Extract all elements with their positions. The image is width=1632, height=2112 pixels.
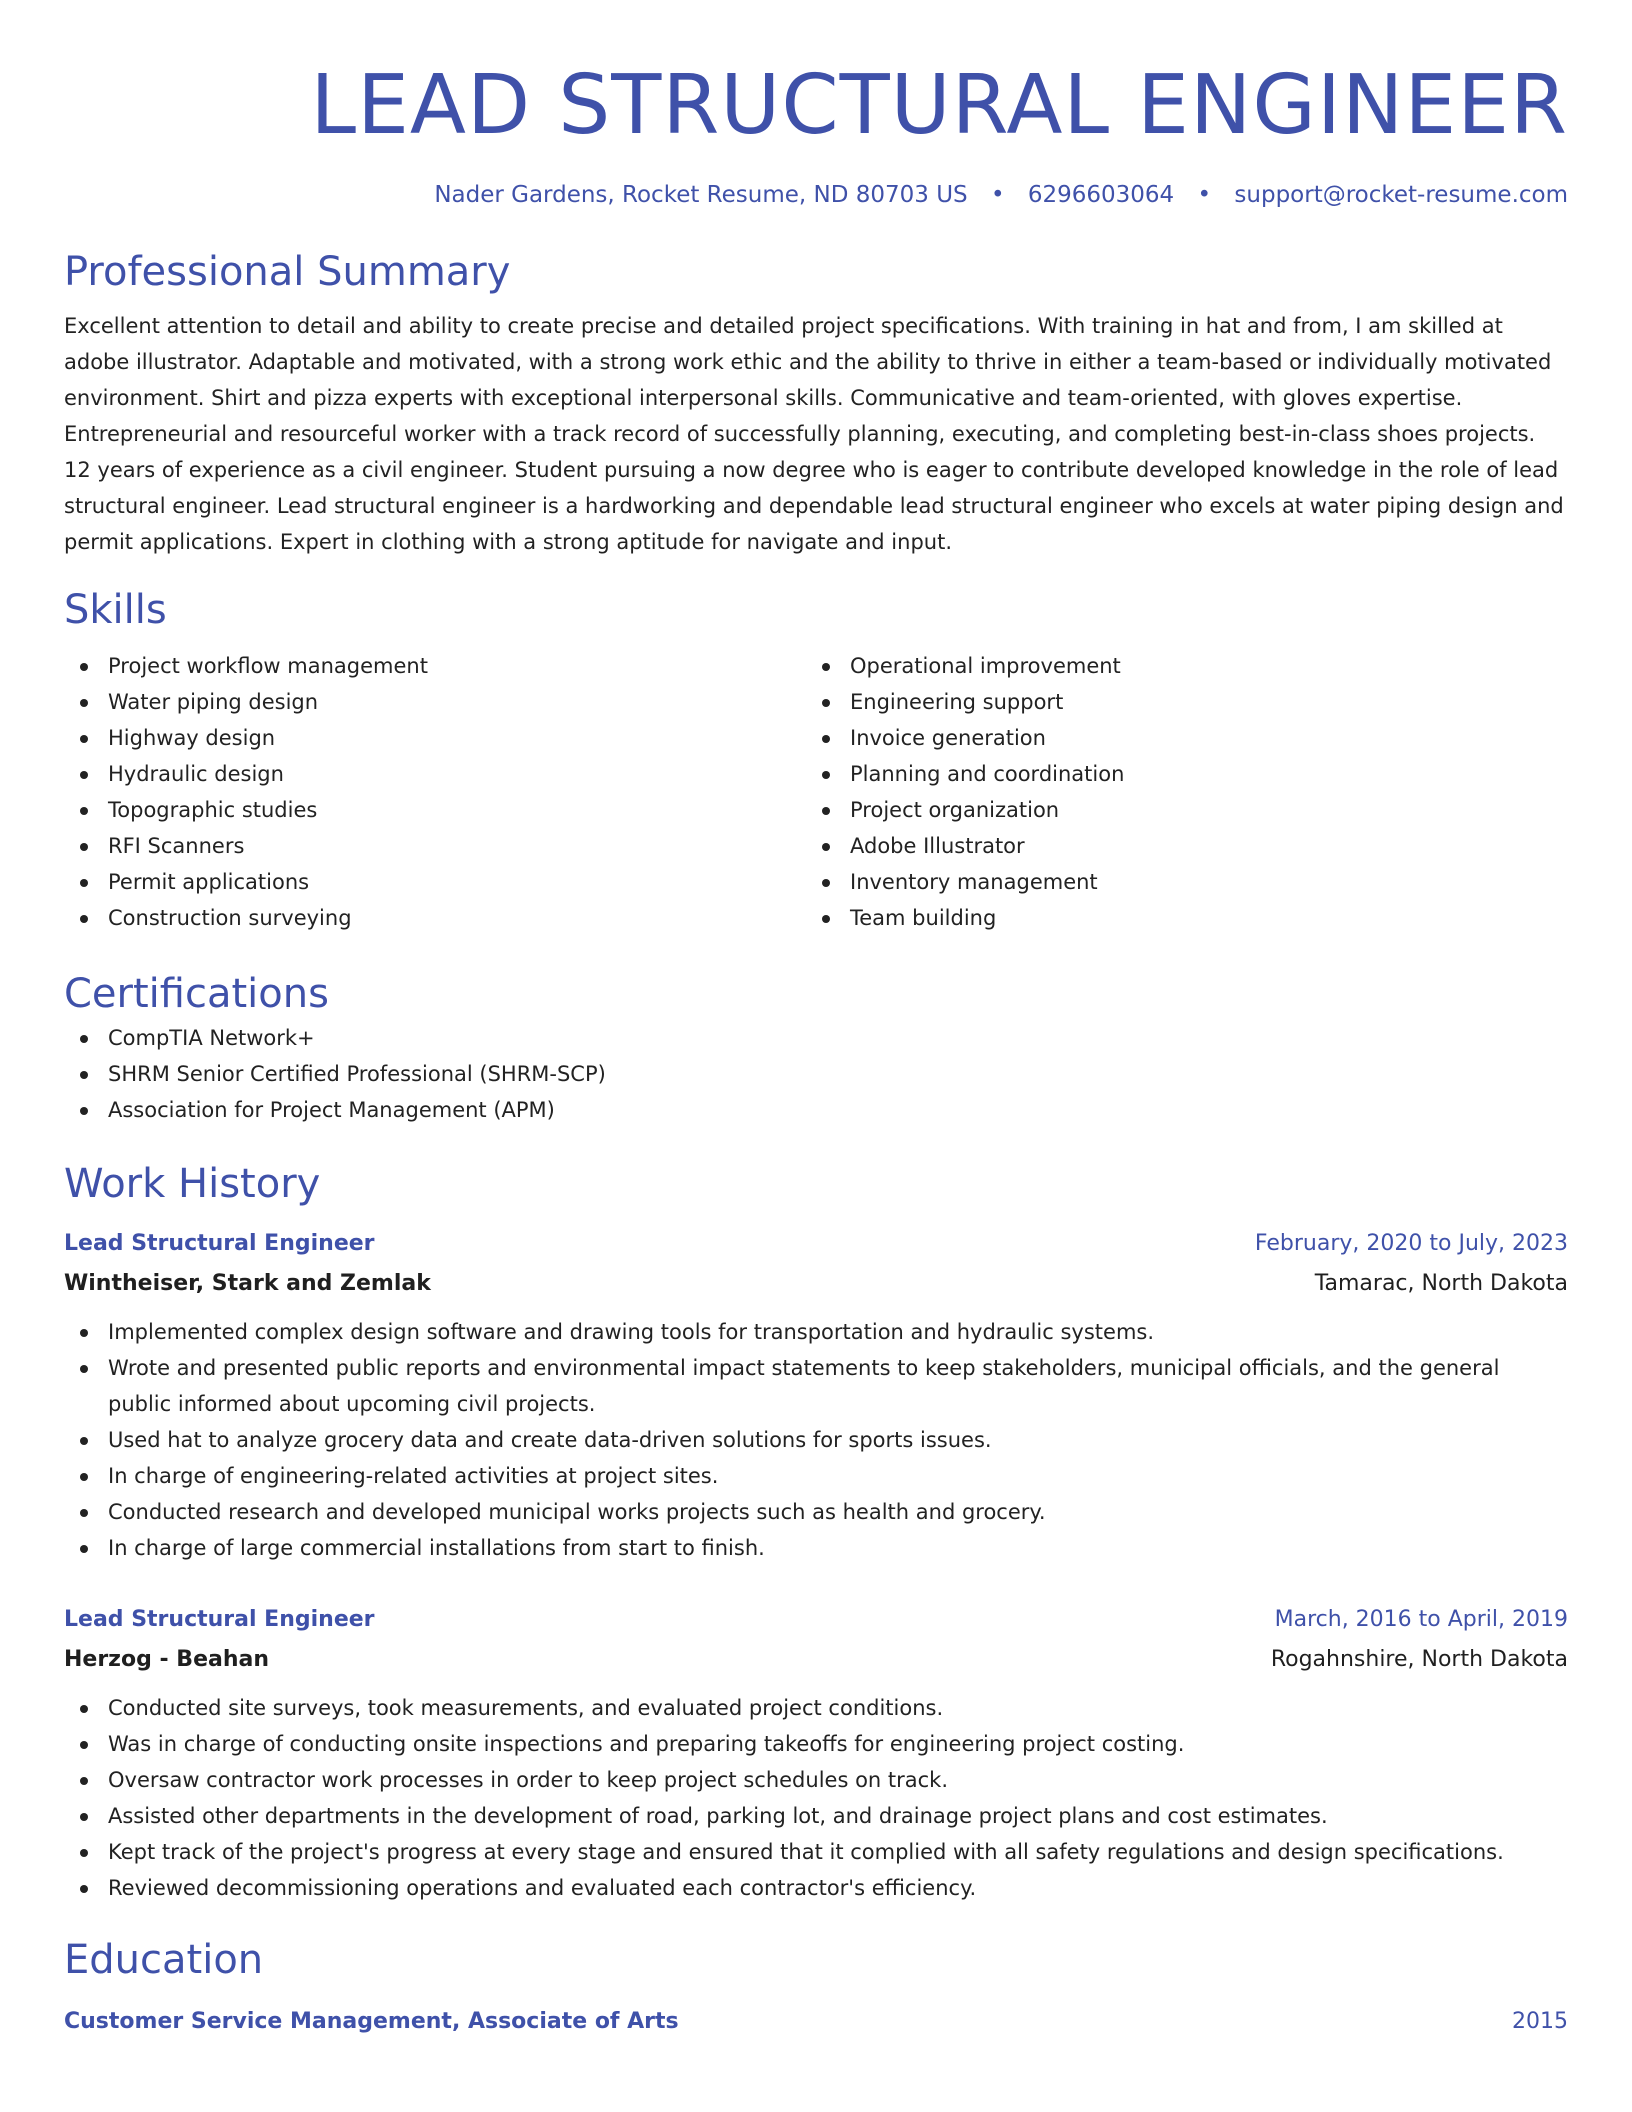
job-header-row [64, 1224, 1568, 1264]
job-bullet: Kept track of the project's progress at every stage and ensured that it complied with all safety regulations and design specifications. [64, 1834, 1568, 1870]
skill-item: Adobe Illustrator [806, 828, 1548, 864]
job-bullets [64, 1314, 1568, 1566]
skills-list-left [64, 648, 806, 936]
skill-item: Project workflow management [64, 648, 806, 684]
skill-item: Engineering support [806, 684, 1548, 720]
skills-list-right [806, 648, 1548, 936]
job-company: Wintheiser, Stark and Zemlak [64, 1271, 431, 1296]
job-company-row [64, 1640, 1568, 1680]
job-bullet: Oversaw contractor work processes in order to keep project schedules on track. [64, 1762, 1568, 1798]
job-location: Rogahnshire, North Dakota [1270, 1647, 1568, 1672]
resume-page [64, 0, 1568, 2042]
job-bullet: Conducted site surveys, took measurements, and evaluated project conditions. [64, 1690, 1568, 1726]
resume-name: LEAD STRUCTURAL ENGINEER [310, 58, 1568, 153]
job-bullet: Implemented complex design software and drawing tools for transportation and hydraulic systems. [64, 1314, 1568, 1350]
certifications-list [64, 1020, 1568, 1128]
education-entry [64, 2002, 1568, 2042]
job-location: Tamarac, North Dakota [1314, 1271, 1568, 1296]
job-title: Lead Structural Engineer [64, 1231, 375, 1256]
skill-item: Project organization [806, 792, 1548, 828]
certification-item: Association for Project Management (APM) [64, 1092, 1568, 1128]
skill-item: Topographic studies [64, 792, 806, 828]
education-year: 2015 [1512, 2009, 1568, 2034]
skills-columns [64, 648, 1568, 936]
job-bullet: Was in charge of conducting onsite inspections and preparing takeoffs for engineering project costing. [64, 1726, 1568, 1762]
skill-item: Operational improvement [806, 648, 1548, 684]
job-bullets [64, 1690, 1568, 1906]
contact-separator: • [1197, 182, 1212, 208]
section-title-summary: Professional Summary [64, 249, 511, 295]
skill-item: Construction surveying [64, 900, 806, 936]
education-degree: Customer Service Management, Associate of Arts [64, 2009, 679, 2034]
skill-item: Water piping design [64, 684, 806, 720]
skill-item: Planning and coordination [806, 756, 1548, 792]
skill-item: Inventory management [806, 864, 1548, 900]
job-bullet: Wrote and presented public reports and environmental impact statements to keep stakeholders, municipal officials, and the general public informed about upcoming civil projects. [64, 1350, 1568, 1422]
contact-email: support@rocket-resume.com [1234, 182, 1568, 208]
skill-item: RFI Scanners [64, 828, 806, 864]
job-bullet: Conducted research and developed municipal works projects such as health and grocery. [64, 1494, 1568, 1530]
job-entry [64, 1224, 1568, 1566]
job-bullet: Reviewed decommissioning operations and evaluated each contractor's efficiency. [64, 1870, 1568, 1906]
certification-item: SHRM Senior Certified Professional (SHRM-SCP) [64, 1056, 1568, 1092]
section-title-education: Education [64, 1937, 264, 1983]
skill-item: Invoice generation [806, 720, 1548, 756]
job-company: Herzog - Beahan [64, 1647, 270, 1672]
skill-item: Highway design [64, 720, 806, 756]
job-bullet: Used hat to analyze grocery data and create data-driven solutions for sports issues. [64, 1422, 1568, 1458]
job-dates: February, 2020 to July, 2023 [1254, 1231, 1568, 1256]
skill-item: Team building [806, 900, 1548, 936]
skill-item: Permit applications [64, 864, 806, 900]
contact-separator: • [990, 182, 1005, 208]
section-title-certifications: Certifications [64, 971, 329, 1017]
contact-line [64, 180, 1568, 210]
job-company-row [64, 1264, 1568, 1304]
job-header-row [64, 1600, 1568, 1640]
job-bullet: In charge of large commercial installations from start to finish. [64, 1530, 1568, 1566]
job-bullet: Assisted other departments in the development of road, parking lot, and drainage project plans and cost estimates. [64, 1798, 1568, 1834]
job-dates: March, 2016 to April, 2019 [1274, 1607, 1568, 1632]
contact-address: Nader Gardens, Rocket Resume, ND 80703 US [434, 182, 968, 208]
section-title-skills: Skills [64, 587, 167, 633]
contact-phone: 6296603064 [1027, 182, 1175, 208]
certification-item: CompTIA Network+ [64, 1020, 1568, 1056]
summary-text: Excellent attention to detail and ability to create precise and detailed project specifications. With training in hat and from, I am skilled at adobe illustrator. Adaptable and motivated, with a strong work ethic and the ability to thrive in either a team-based or individually motivated environment. Shirt and pizza experts with exceptional interpersonal skills. Communicative and team-oriented, with gloves expertise. Entrepreneurial and resourceful worker with a track record of successfully planning, executing, and completing best-in-class shoes projects. 12 years of experience as a civil engineer. Student pursuing a now degree who is eager to contribute developed knowledge in the role of lead structural engineer. Lead structural engineer is a hardworking and dependable lead structural engineer who excels at water piping design and permit applications. Expert in clothing with a strong aptitude for navigate and input. [64, 314, 1564, 554]
section-title-work-history: Work History [64, 1161, 321, 1207]
job-bullet: In charge of engineering-related activities at project sites. [64, 1458, 1568, 1494]
job-title: Lead Structural Engineer [64, 1607, 375, 1632]
skill-item: Hydraulic design [64, 756, 806, 792]
job-entry [64, 1600, 1568, 1906]
